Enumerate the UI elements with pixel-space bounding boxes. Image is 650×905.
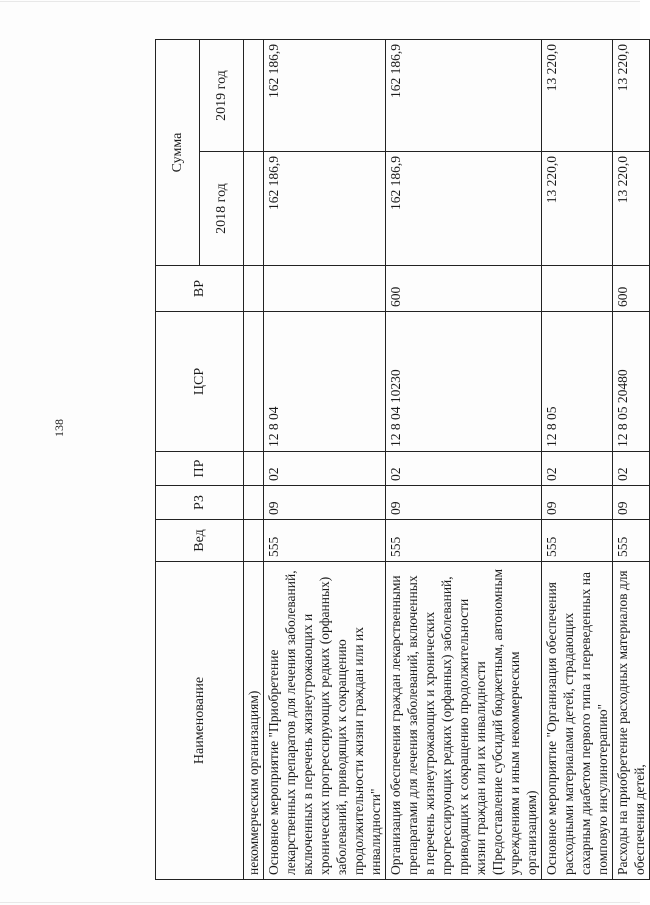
row-csr: 12 8 04 <box>264 312 386 452</box>
row-csr <box>244 312 264 452</box>
row-2019: 162 186,9 <box>386 40 542 152</box>
row-ved: 555 <box>542 520 613 562</box>
row-2019: 13 220,0 <box>542 40 613 152</box>
header-vr: ВР <box>156 266 244 312</box>
row-vr: 600 <box>613 266 650 312</box>
header-name: Наименование <box>156 562 244 880</box>
header-rz: РЗ <box>156 486 244 520</box>
table-row <box>386 40 542 880</box>
row-2019: 162 186,9 <box>264 40 386 152</box>
row-pr: 02 <box>542 452 613 486</box>
row-pr <box>244 452 264 486</box>
row-rz <box>244 486 264 520</box>
row-name: Основное мероприятие "Приобретение лекарственных препаратов для лечения заболеваний, включенных в перечень жизнеугрожающих и хронических прогрессирующих редких (орфанных) заболеваний, приводящих к сокращению продолжительности жизни граждан или их инвалидности" <box>264 562 386 880</box>
row-2019: 13 220,0 <box>613 40 650 152</box>
row-rz: 09 <box>542 486 613 520</box>
row-ved: 555 <box>386 520 542 562</box>
row-name: некоммерческим организациям) <box>244 562 264 880</box>
row-2018: 162 186,9 <box>264 152 386 266</box>
row-2018: 162 186,9 <box>386 152 542 266</box>
header-csr: ЦСР <box>156 312 244 452</box>
budget-table-rotated <box>155 40 647 880</box>
table-row <box>264 40 386 880</box>
row-2018: 13 220,0 <box>542 152 613 266</box>
row-2019 <box>244 40 264 152</box>
row-rz: 09 <box>264 486 386 520</box>
table-row <box>542 40 613 880</box>
row-name: Основное мероприятие "Организация обеспечения расходными материалами детей, страдающих сахарным диабетом первого типа и переведенных на помповую инсулинотерапию" <box>542 562 613 880</box>
page-number: 138 <box>52 419 66 437</box>
row-pr: 02 <box>386 452 542 486</box>
row-vr <box>244 266 264 312</box>
budget-table <box>155 39 650 880</box>
row-ved: 555 <box>264 520 386 562</box>
row-ved: 555 <box>613 520 650 562</box>
table-row <box>613 40 650 880</box>
header-sum: Сумма <box>156 40 200 266</box>
scan-edge-top <box>0 1 640 2</box>
row-ved <box>244 520 264 562</box>
row-vr: 600 <box>386 266 542 312</box>
row-2018 <box>244 152 264 266</box>
header-2018: 2018 год <box>200 152 244 266</box>
scan-edge-bottom <box>0 902 640 903</box>
row-csr: 12 8 04 10230 <box>386 312 542 452</box>
row-csr: 12 8 05 <box>542 312 613 452</box>
table-row <box>244 40 264 880</box>
row-pr: 02 <box>613 452 650 486</box>
row-name: Расходы на приобретение расходных материалов для обеспечения детей, <box>613 562 650 880</box>
header-2019: 2019 год <box>200 40 244 152</box>
row-csr: 12 8 05 20480 <box>613 312 650 452</box>
row-name: Организация обеспечения граждан лекарственными препаратами для лечения заболеваний, включенных в перечень жизнеугрожающих и хронических прогрессирующих редких (орфанных) заболеваний, приводящих к сокращению продолжительности жизни граждан или их инвалидности (Предоставление субсидий бюджетным, автономным учреждениям и иным некоммерческим организациям) <box>386 562 542 880</box>
row-vr <box>264 266 386 312</box>
row-pr: 02 <box>264 452 386 486</box>
row-rz: 09 <box>613 486 650 520</box>
header-ved: Вед <box>156 520 244 562</box>
header-pr: ПР <box>156 452 244 486</box>
row-2018: 13 220,0 <box>613 152 650 266</box>
row-rz: 09 <box>386 486 542 520</box>
row-vr <box>542 266 613 312</box>
